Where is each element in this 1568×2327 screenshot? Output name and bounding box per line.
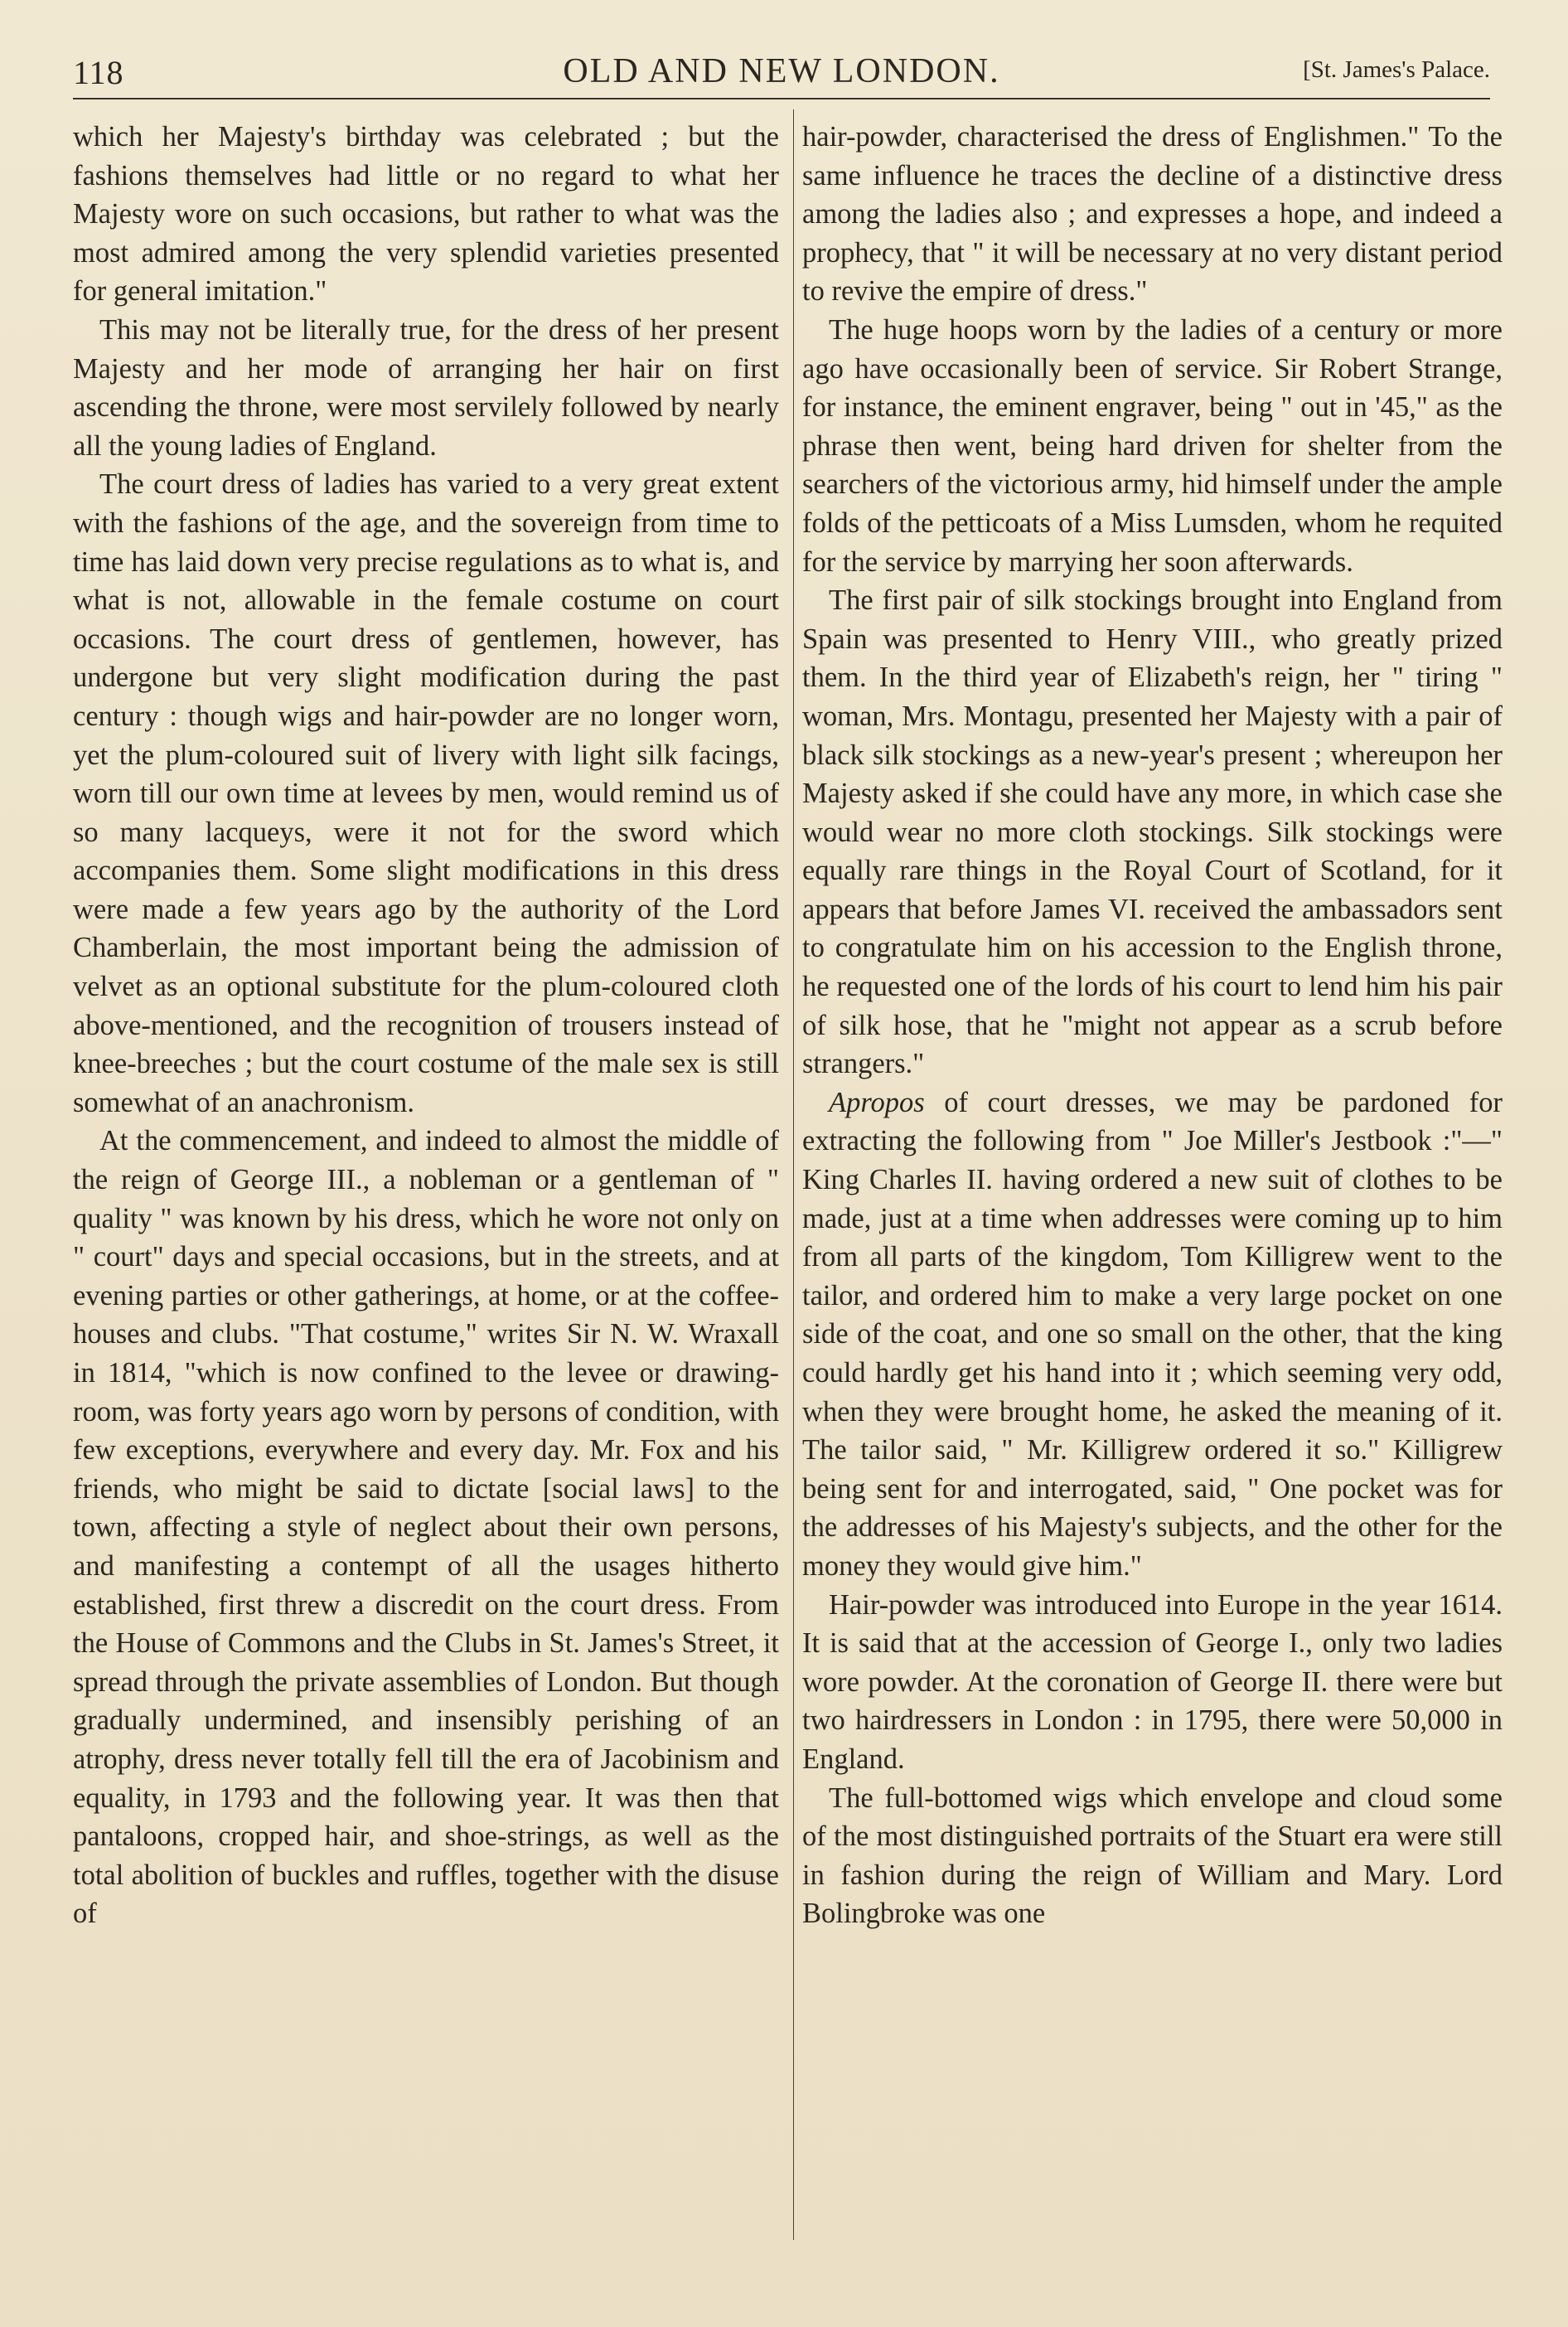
left-paragraph-4: At the commencement, and indeed to almost the middle of the reign of George III., a nobleman or a gentleman of " quality " was known by his dress, which he wore not only on " court" days and special occasions, but in the streets, and at evening parties or other gatherings, at home, or at the coffee-houses and clubs. "That costume," writes Sir N. W. Wraxall in 1814, "which is now confined to the levee or drawing-room, was forty years ago worn by persons of condition, with few exceptions, everywhere and every day. Mr. Fox and his friends, who might be said to dictate [social laws] to the town, affecting a style of neglect about their own persons, and manifesting a contempt of all the usages hitherto established, first threw a discredit on the court dress. From the House of Commons and the Clubs in St. James's Street, it spread through the private assemblies of London. But though gradually undermined, and insensibly perishing of an atrophy, dress never totally fell till the era of Jacobinism and equality, in 1793 and the following year. It was then that pantaloons, cropped hair, and shoe-strings, as well as the total abolition of buckles and ruffles, together with the disuse of	[73, 1125, 779, 1930]
right-paragraph-3: The first pair of silk stockings brought into England from Spain was presented to Henry VIII., who greatly prized them. In the third year of Elizabeth's reign, her " tiring " woman, Mrs. Montagu, presented her Majesty with a pair of black silk stockings as a new-year's present ; whereupon her Majesty asked if she could have any more, in which case she would wear no more cloth stockings. Silk stockings were equally rare things in the Royal Court of Scotland, for it appears that before James VI. received the ambassadors sent to congratulate him on his accession to the English throne, he requested one of the lords of his court to lend him his pair of silk hose, that he "might not appear as a scrub before strangers."	[802, 584, 1503, 1080]
header-rule	[73, 98, 1490, 99]
left-paragraph-3: The court dress of ladies has varied to a very great extent with the fashions of the age, and the sovereign from time to time has laid down very precise regulations as to what is, and what is not, allowable in the female costume on court occasions. The court dress of gentlemen, however, has undergone but very slight modification during the past century : though wigs and hair-powder are no longer worn, yet the plum-coloured suit of livery with light silk facings, worn till our own time at levees by men, would remind us of so many lacqueys, were it not for the sword which accompanies them. Some slight modifications in this dress were made a few years ago by the authority of the Lord Chamberlain, the most important being the admission of velvet as an optional substitute for the plum-coloured cloth above-mentioned, and the recognition of trousers instead of knee-breeches ; but the court costume of the male sex is still somewhat of an anachronism.	[73, 468, 779, 1118]
left-paragraph-1: which her Majesty's birthday was celebrated ; but the fashions themselves had little or no regard to what her Majesty wore on such occasions, but rather to what was the most admired among the very splendid varieties presented for general imitation."	[73, 121, 779, 308]
page-number: 118	[73, 54, 124, 91]
right-paragraph-1: hair-powder, characterised the dress of Englishmen." To the same influence he traces the decline of a distinctive dress among the ladies also ; and expresses a hope, and indeed a prophecy, that " it will be necessary at no very distant period to revive the empire of dress."	[802, 121, 1503, 308]
right-paragraph-6: The full-bottomed wigs which envelope and cloud some of the most distinguished portraits of the Stuart era were still in fashion during the reign of William and Mary. Lord Bolingbroke was one	[802, 1782, 1503, 1930]
right-paragraph-4-text: of court dresses, we may be pardoned for extracting the following from " Joe Miller's Jestbook :"—" King Charles II. having ordered a new suit of clothes to be made, just at a time when addresses were coming up to him from all parts of the kingdom, Tom Killigrew went to the tailor, and ordered him to make a very large pocket on one side of the coat, and one so small on the other, that the king could hardly get his hand into it ; which seeming very odd, when they were brought home, he asked the meaning of it. The tailor said, " Mr. Killigrew ordered it so." Killigrew being sent for and interrogated, said, " One pocket was for the addresses of his Majesty's subjects, and the other for the money they would give him."	[802, 1086, 1503, 1582]
right-paragraph-2: The huge hoops worn by the ladies of a century or more ago have occasionally been of service. Sir Robert Strange, for instance, the eminent engraver, being " out in '45," as the phrase then went, being hard driven for shelter from the searchers of the victorious army, hid himself under the ample folds of the petticoats of a Miss Lumsden, whom he requited for the service by marrying her soon afterwards.	[802, 313, 1503, 578]
column-divider	[793, 109, 794, 2240]
right-paragraph-4	[802, 1084, 1503, 1586]
right-paragraph-5: Hair-powder was introduced into Europe in the year 1614. It is said that at the accession of George I., only two ladies wore powder. At the coronation of George II. there were but two hairdressers in London : in 1795, there were 50,000 in England.	[802, 1588, 1503, 1775]
apropos-italic: Apropos	[829, 1086, 925, 1118]
running-title: OLD AND NEW LONDON.	[563, 52, 1000, 90]
right-column	[802, 118, 1503, 1933]
left-paragraph-2: This may not be literally true, for the dress of her present Majesty and her mode of arranging her hair on first ascending the throne, were most servilely followed by nearly all the young ladies of England.	[73, 313, 779, 462]
running-header	[73, 46, 1490, 96]
left-column	[73, 118, 779, 1933]
section-tag: [St. James's Palace.	[1303, 56, 1490, 83]
